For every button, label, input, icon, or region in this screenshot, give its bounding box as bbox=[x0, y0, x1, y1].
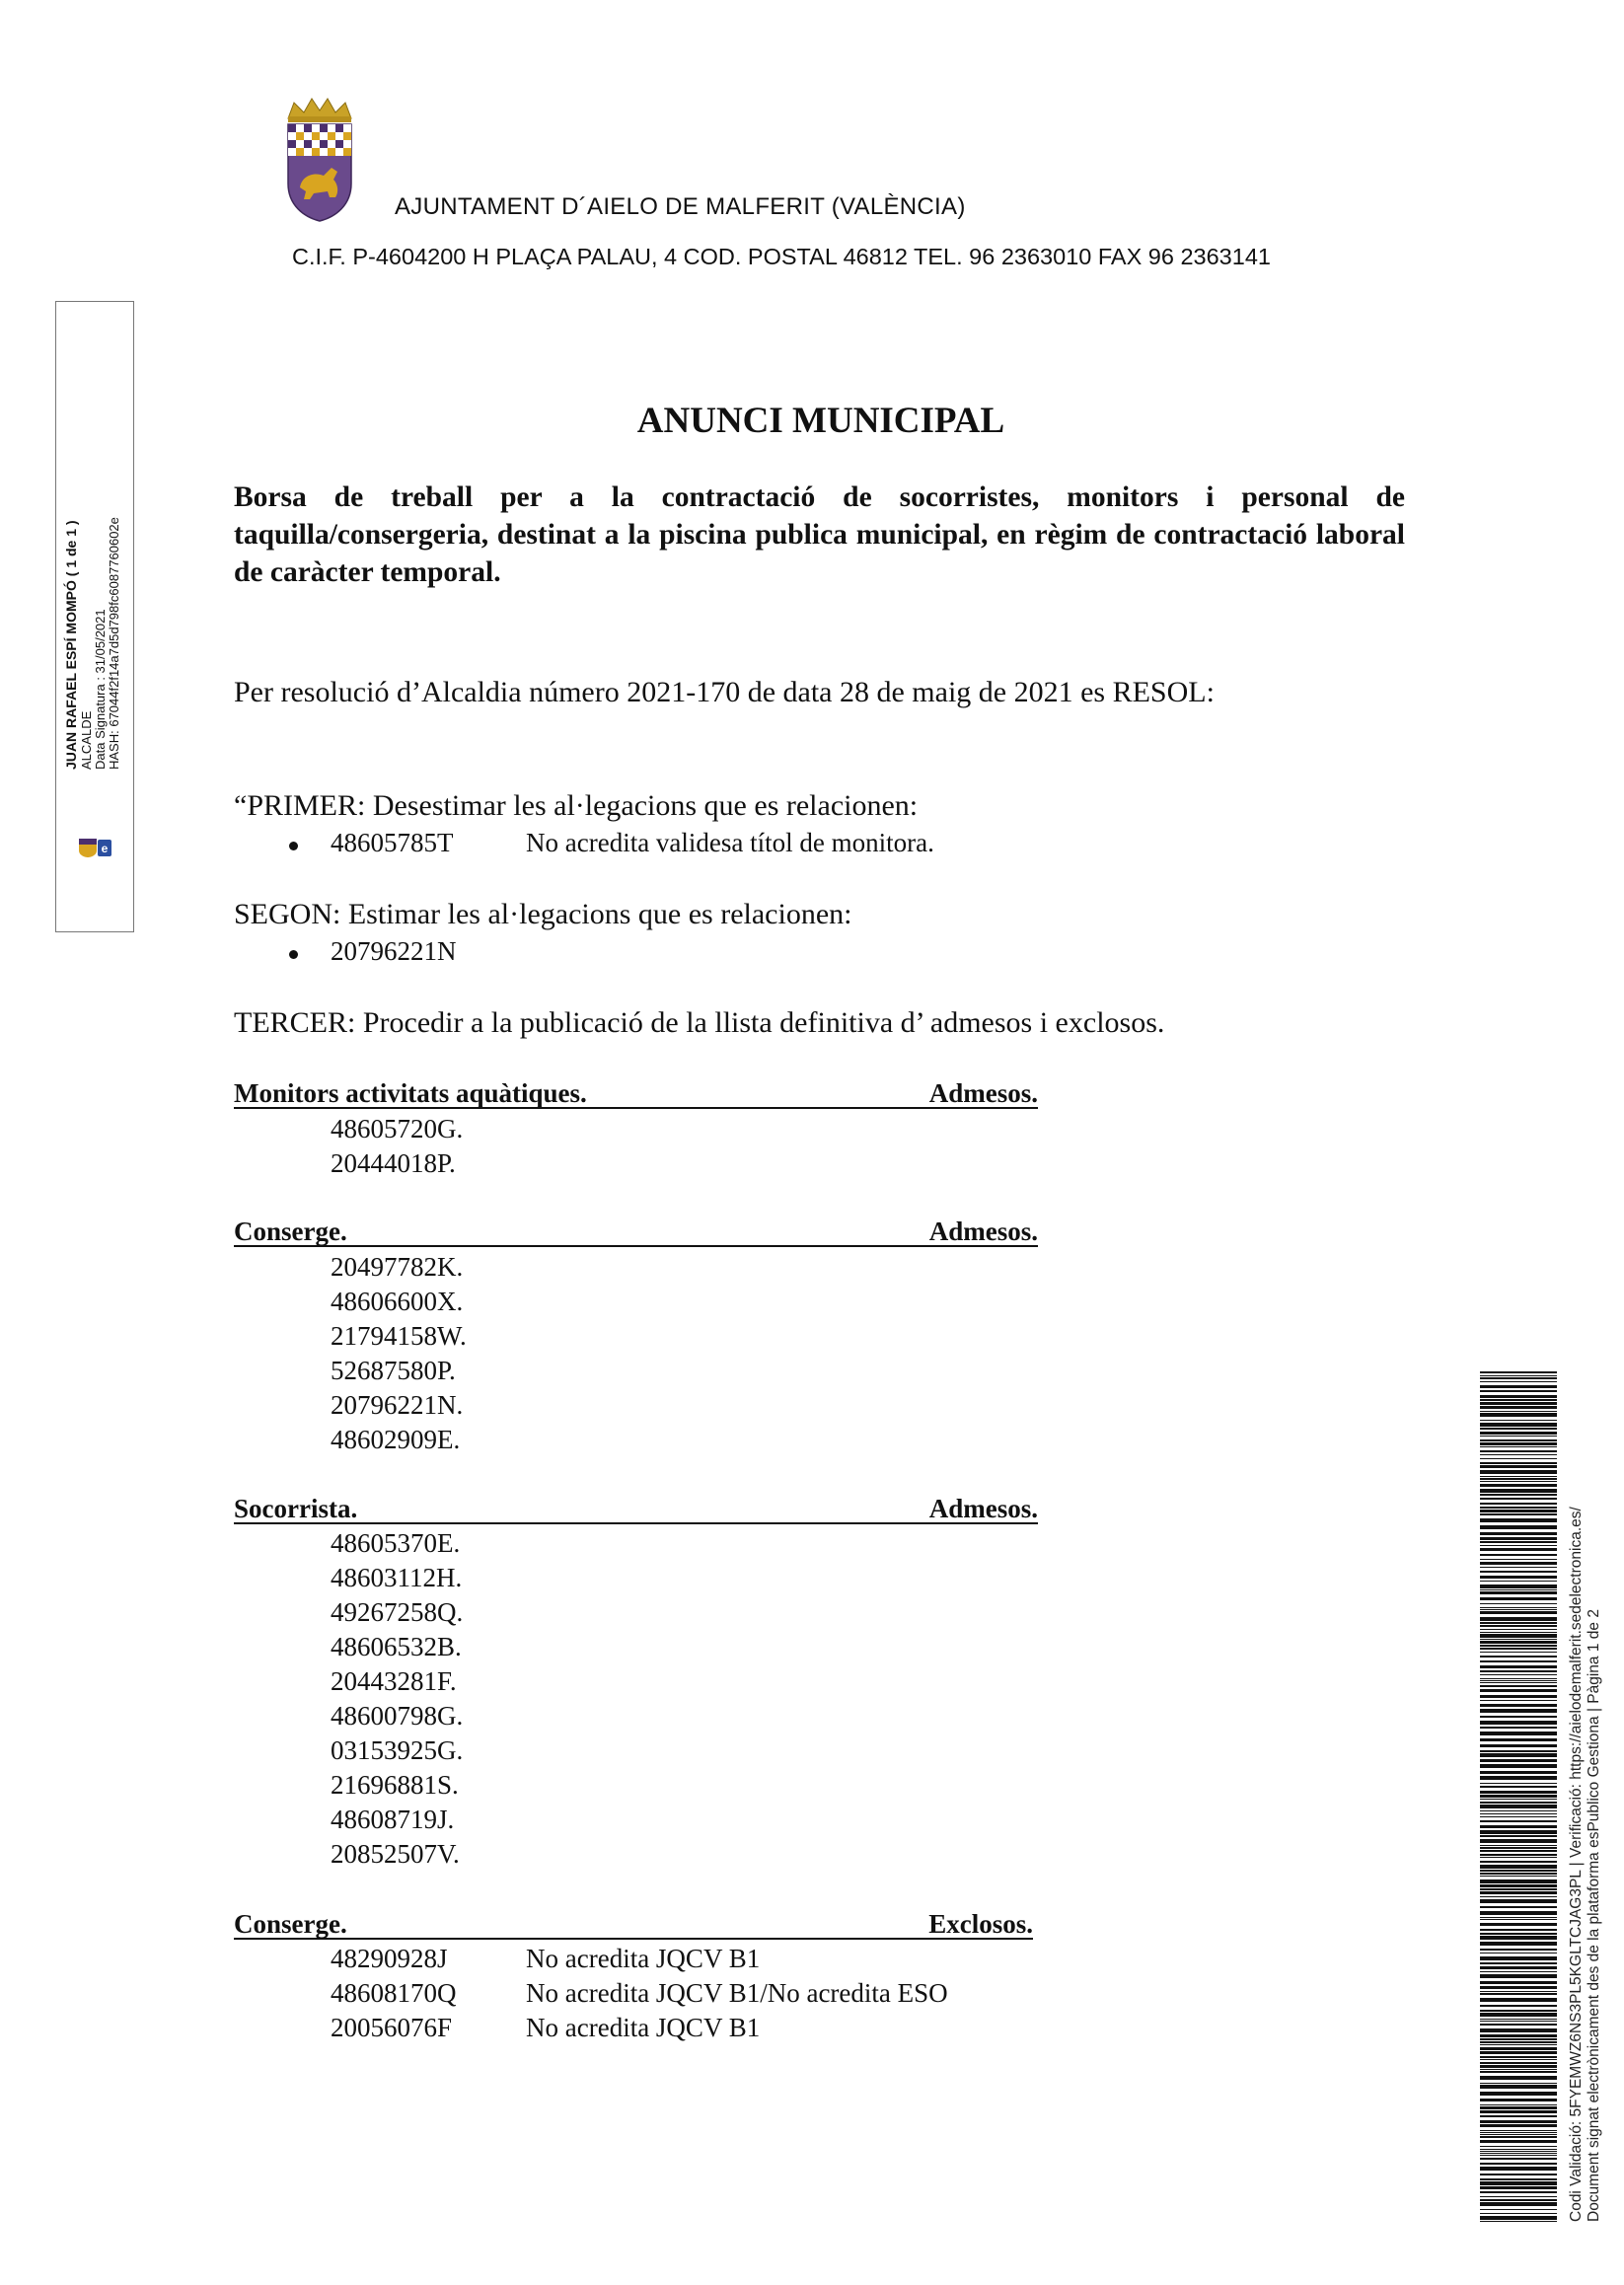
list-item: 48603112H. bbox=[331, 1563, 463, 1592]
list-item: 03153925G. bbox=[331, 1735, 464, 1765]
section-header-monitors bbox=[234, 1077, 1038, 1109]
municipal-crest-logo bbox=[280, 97, 359, 223]
list-item: 48605720G. bbox=[331, 1114, 464, 1143]
list-item: 21794158W. bbox=[331, 1321, 467, 1351]
signature-date: Data Signatura : 31/05/2021 bbox=[93, 609, 108, 770]
bullet-icon bbox=[289, 950, 298, 959]
bullet-icon bbox=[289, 842, 298, 850]
excluded-item-note: No acredita JQCV B1/No acredita ESO bbox=[526, 1978, 948, 2008]
section-status: Exclosos. bbox=[928, 1909, 1033, 1939]
document-subtitle: Borsa de treball per a la contractació de socorristes, monitors i personal de taquilla/consergeria, destinat a la piscina publica municipal, en règim de contractació laboral de caràcter temporal. bbox=[234, 481, 1405, 588]
list-item: 48600798G. bbox=[331, 1701, 464, 1731]
signatory-name: JUAN RAFAEL ESPÍ MOMPÓ ( 1 de 1 ) bbox=[63, 520, 79, 770]
tercer-heading: TERCER: Procedir a la publicació de la llista definitiva d’ admesos i exclosos. bbox=[234, 1006, 1165, 1039]
section-status: Admesos. bbox=[928, 1494, 1038, 1523]
section-header-socorrista bbox=[234, 1493, 1038, 1524]
section-header-conserge-admesos bbox=[234, 1216, 1038, 1247]
list-item: 20796221N. bbox=[331, 1390, 464, 1420]
validation-document-note: Document signat electrònicament des de la plataforma esPublico Gestiona | Pàgina 1 de 2 bbox=[1586, 1609, 1602, 2222]
document-title: ANUNCI MUNICIPAL bbox=[636, 401, 1005, 441]
list-item: 20443281F. bbox=[331, 1666, 457, 1696]
list-item: 48606532B. bbox=[331, 1632, 462, 1661]
excluded-item-id: 48290928J bbox=[331, 1944, 448, 1973]
list-item: 52687580P. bbox=[331, 1356, 456, 1385]
signature-crest-icon bbox=[77, 837, 112, 858]
primer-item-id: 48605785T bbox=[331, 828, 454, 857]
list-item: 49267258Q. bbox=[331, 1597, 464, 1627]
list-item: 21696881S. bbox=[331, 1770, 459, 1800]
segon-heading: SEGON: Estimar les al·legacions que es relacionen: bbox=[234, 898, 852, 930]
excluded-item-note: No acredita JQCV B1 bbox=[526, 2013, 761, 2042]
excluded-item-id: 48608170Q bbox=[331, 1978, 457, 2008]
section-label: Socorrista. bbox=[234, 1494, 358, 1523]
list-item: 20852507V. bbox=[331, 1839, 460, 1869]
list-item: 48608719J. bbox=[331, 1805, 455, 1834]
signature-hash: HASH: 67044f2f14a7d5d798fc6087760602e bbox=[107, 517, 121, 770]
primer-item-note: No acredita validesa títol de monitora. bbox=[526, 828, 934, 857]
list-item: 48606600X. bbox=[331, 1287, 464, 1316]
segon-item-id: 20796221N bbox=[331, 936, 457, 966]
list-item: 48605370E. bbox=[331, 1528, 461, 1558]
list-item: 48602909E. bbox=[331, 1425, 461, 1454]
list-item: 20444018P. bbox=[331, 1148, 456, 1178]
resolution-text: Per resolució d’Alcaldia número 2021-170 de data 28 de maig de 2021 es RESOL: bbox=[234, 676, 1215, 708]
list-item: 20497782K. bbox=[331, 1252, 464, 1282]
validation-barcode bbox=[1480, 1371, 1557, 2222]
section-label: Conserge. bbox=[234, 1909, 347, 1939]
signatory-role: ALCALDE bbox=[79, 710, 94, 770]
excluded-item-id: 20056076F bbox=[331, 2013, 453, 2042]
svg-text:e: e bbox=[101, 842, 109, 855]
section-header-conserge-exclosos bbox=[234, 1908, 1033, 1940]
excluded-item-note: No acredita JQCV B1 bbox=[526, 1944, 761, 1973]
section-status: Admesos. bbox=[928, 1216, 1038, 1246]
section-label: Conserge. bbox=[234, 1216, 347, 1246]
validation-code: Codi Validació: 5FYEMWZ6NS3PL5KGLTCJAG3PL | Verificació: https://aielodemalferit.sedelectronica.es/ bbox=[1568, 1507, 1585, 2222]
primer-heading: “PRIMER: Desestimar les al·legacions que es relacionen: bbox=[234, 789, 919, 822]
organization-address: C.I.F. P-4604200 H PLAÇA PALAU, 4 COD. POSTAL 46812 TEL. 96 2363010 FAX 96 2363141 bbox=[292, 244, 1271, 269]
section-label: Monitors activitats aquàtiques. bbox=[234, 1078, 587, 1108]
organization-name: AJUNTAMENT D´AIELO DE MALFERIT (VALÈNCIA) bbox=[395, 193, 966, 220]
section-status: Admesos. bbox=[928, 1078, 1038, 1108]
